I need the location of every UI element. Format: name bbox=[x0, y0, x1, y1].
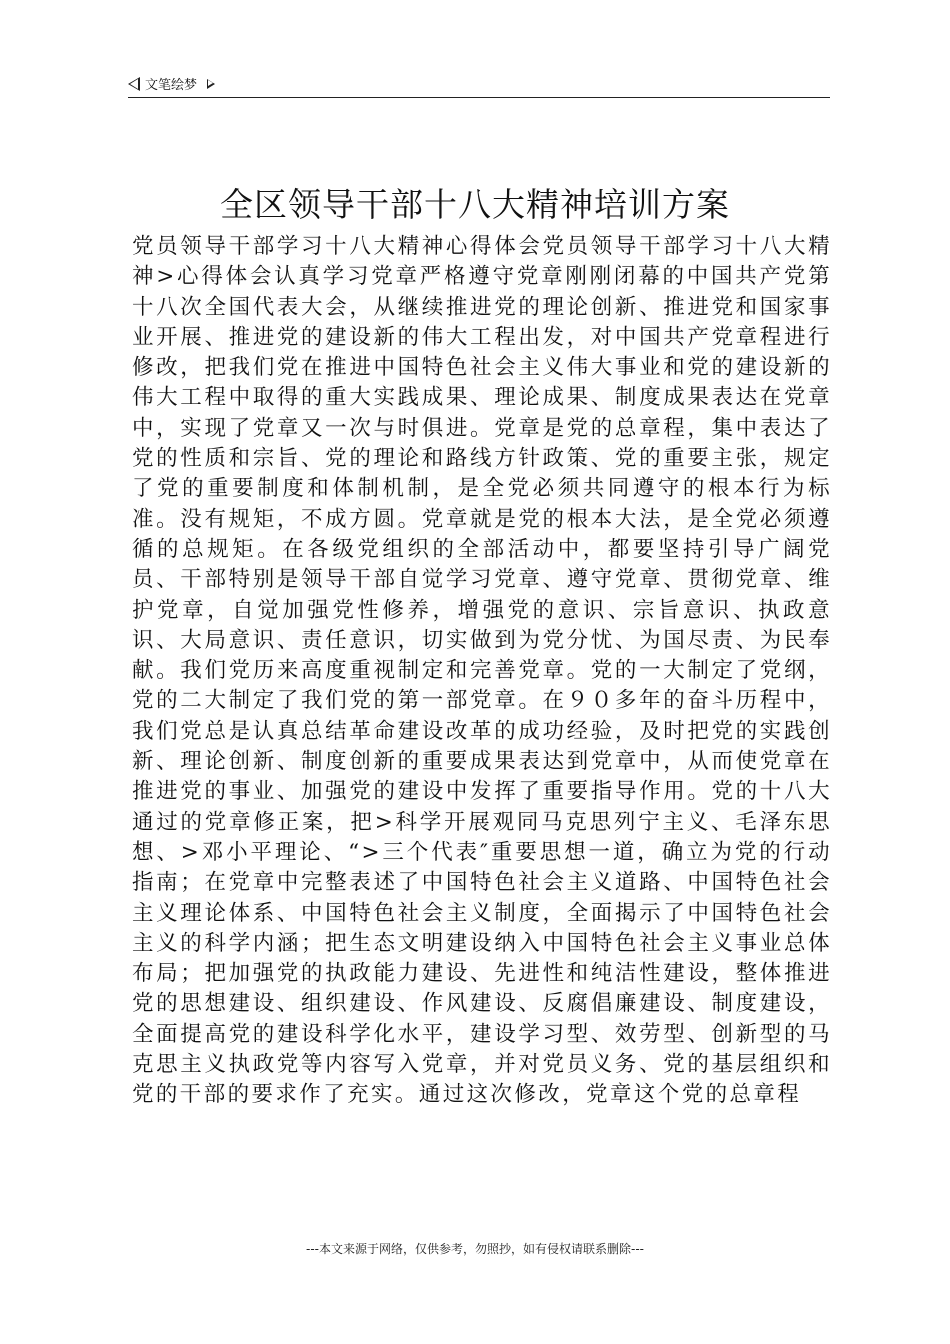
document-body: 党员领导干部学习十八大精神心得体会党员领导干部学习十八大精神>心得体会认真学习党章严格遵守党章刚刚闭幕的中国共产党第十八次全国代表大会，从继续推进党的理论创新、推进党和国家事业开展、推进党的建设新的伟大工程出发，对中国共产党章程进行修改，把我们党在推进中国特色社会主义伟大事业和党的建设新的伟大工程中取得的重大实践成果、理论成果、制度成果表达在党章中，实现了党章又一次与时俱进。党章是党的总章程，集中表达了党的性质和宗旨、党的理论和路线方针政策、党的重要主张，规定了党的重要制度和体制机制，是全党必须共同遵守的根本行为标准。没有规矩，不成方圆。党章就是党的根本大法，是全党必须遵循的总规矩。在各级党组织的全部活动中，都要坚持引导广阔党员、干部特别是领导干部自觉学习党章、遵守党章、贯彻党章、维护党章，自觉加强党性修养，增强党的意识、宗旨意识、执政意识、大局意识、责任意识，切实做到为党分忧、为国尽责、为民奉献。我们党历来高度重视制定和完善党章。党的一大制定了党纲，党的二大制定了我们党的第一部党章。在９０多年的奋斗历程中，我们党总是认真总结革命建设改革的成功经验，及时把党的实践创新、理论创新、制度创新的重要成果表达到党章中，从而使党章在推进党的事业、加强党的建设中发挥了重要指导作用。党的十八大通过的党章修正案，把>科学开展观同马克思列宁主义、毛泽东思想、>邓小平理论、“>三个代表″重要思想一道，确立为党的行动指南；在党章中完整表述了中国特色社会主义道路、中国特色社会主义理论体系、中国特色社会主义制度，全面揭示了中国特色社会主义的科学内涵；把生态文明建设纳入中国特色社会主义事业总体布局；把加强党的执政能力建设、先进性和纯洁性建设，整体推进党的思想建设、组织建设、作风建设、反腐倡廉建设、制度建设，全面提高党的建设科学化水平，建设学习型、效劳型、创新型的马克思主义执政党等内容写入党章，并对党员义务、党的基层组织和党的干部的要求作了充实。通过这次修改，党章这个党的总章程 bbox=[132, 234, 832, 1108]
footer-notice: ---本文来源于网络，仅供参考，勿照抄，如有侵权请联系删除--- bbox=[306, 1242, 644, 1256]
header-brand-group bbox=[128, 74, 215, 93]
header-brand: 文笔绘梦 bbox=[145, 78, 198, 93]
page-header bbox=[128, 70, 830, 98]
triangle-right-icon bbox=[207, 79, 215, 89]
header-divider bbox=[128, 97, 830, 98]
document-title: 全区领导干部十八大精神培训方案 bbox=[220, 185, 730, 224]
triangle-left-icon bbox=[128, 77, 140, 91]
